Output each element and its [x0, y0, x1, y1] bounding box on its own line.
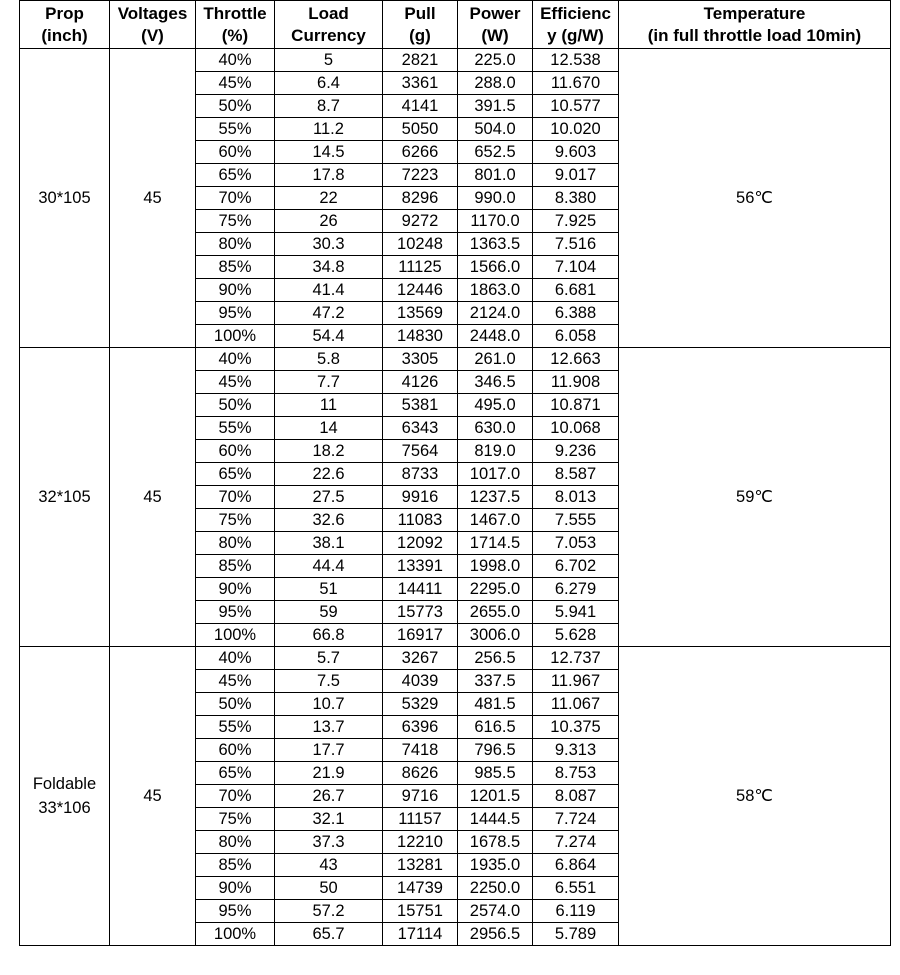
power-cell: 1170.0: [458, 210, 533, 233]
efficiency-cell: 9.313: [533, 739, 619, 762]
efficiency-cell: 11.067: [533, 693, 619, 716]
efficiency-cell: 9.017: [533, 164, 619, 187]
efficiency-cell: 11.908: [533, 371, 619, 394]
load-current-cell: 6.4: [275, 72, 383, 95]
load-current-cell: 43: [275, 854, 383, 877]
pull-cell: 14739: [383, 877, 458, 900]
throttle-cell: 75%: [196, 509, 275, 532]
pull-cell: 7418: [383, 739, 458, 762]
throttle-cell: 90%: [196, 877, 275, 900]
prop-size-cell: [20, 348, 110, 647]
efficiency-cell: 8.753: [533, 762, 619, 785]
load-current-cell: 17.7: [275, 739, 383, 762]
load-current-cell: 13.7: [275, 716, 383, 739]
header-line: Pull: [404, 3, 436, 23]
efficiency-cell: 9.236: [533, 440, 619, 463]
power-cell: 1363.5: [458, 233, 533, 256]
load-current-cell: 7.7: [275, 371, 383, 394]
efficiency-cell: 6.864: [533, 854, 619, 877]
pull-cell: 12092: [383, 532, 458, 555]
throttle-cell: 55%: [196, 716, 275, 739]
throttle-cell: 90%: [196, 578, 275, 601]
voltage-cell: 45: [110, 348, 196, 647]
table-body: [20, 49, 891, 946]
throttle-cell: 45%: [196, 371, 275, 394]
throttle-cell: 75%: [196, 808, 275, 831]
header-line: Currency: [291, 25, 366, 45]
throttle-cell: 40%: [196, 348, 275, 371]
efficiency-cell: 9.603: [533, 141, 619, 164]
header-line: Voltages: [117, 3, 188, 23]
efficiency-cell: 6.681: [533, 279, 619, 302]
header-line: y (g/W): [547, 25, 604, 45]
header-line: Load: [308, 3, 349, 23]
header-prop: [20, 1, 110, 49]
header-line: Prop: [45, 3, 84, 23]
header-line: Efficienc: [540, 3, 611, 23]
power-cell: 346.5: [458, 371, 533, 394]
prop-size-cell: [20, 647, 110, 946]
throttle-cell: 70%: [196, 785, 275, 808]
power-cell: 801.0: [458, 164, 533, 187]
pull-cell: 12210: [383, 831, 458, 854]
load-current-cell: 22.6: [275, 463, 383, 486]
efficiency-cell: 5.628: [533, 624, 619, 647]
power-cell: 2250.0: [458, 877, 533, 900]
header-line: (inch): [41, 25, 88, 45]
load-current-cell: 50: [275, 877, 383, 900]
throttle-cell: 95%: [196, 302, 275, 325]
pull-cell: 5329: [383, 693, 458, 716]
temperature-cell: 58℃: [619, 647, 891, 946]
pull-cell: 5381: [383, 394, 458, 417]
power-cell: 225.0: [458, 49, 533, 72]
power-cell: 1714.5: [458, 532, 533, 555]
header-throttle: [196, 1, 275, 49]
load-current-cell: 44.4: [275, 555, 383, 578]
throttle-cell: 100%: [196, 624, 275, 647]
pull-cell: 3267: [383, 647, 458, 670]
header-line: (W): [481, 25, 509, 45]
throttle-cell: 85%: [196, 854, 275, 877]
power-cell: 2124.0: [458, 302, 533, 325]
header-line: (V): [141, 25, 164, 45]
load-current-cell: 5.8: [275, 348, 383, 371]
throttle-cell: 85%: [196, 555, 275, 578]
efficiency-cell: 11.670: [533, 72, 619, 95]
power-cell: 985.5: [458, 762, 533, 785]
motor-test-table: [19, 0, 891, 946]
pull-cell: 13281: [383, 854, 458, 877]
power-cell: 630.0: [458, 417, 533, 440]
pull-cell: 3361: [383, 72, 458, 95]
efficiency-cell: 5.941: [533, 601, 619, 624]
pull-cell: 4126: [383, 371, 458, 394]
header-pull: [383, 1, 458, 49]
efficiency-cell: 10.871: [533, 394, 619, 417]
prop-size-line: 30*105: [38, 189, 91, 207]
efficiency-cell: 6.702: [533, 555, 619, 578]
load-current-cell: 27.5: [275, 486, 383, 509]
header-load-current: [275, 1, 383, 49]
power-cell: 1998.0: [458, 555, 533, 578]
throttle-cell: 65%: [196, 164, 275, 187]
pull-cell: 11083: [383, 509, 458, 532]
header-line: (in full throttle load 10min): [647, 25, 862, 45]
pull-cell: 5050: [383, 118, 458, 141]
power-cell: 1566.0: [458, 256, 533, 279]
power-cell: 504.0: [458, 118, 533, 141]
power-cell: 1237.5: [458, 486, 533, 509]
pull-cell: 4039: [383, 670, 458, 693]
throttle-cell: 95%: [196, 900, 275, 923]
load-current-cell: 17.8: [275, 164, 383, 187]
pull-cell: 10248: [383, 233, 458, 256]
load-current-cell: 14: [275, 417, 383, 440]
pull-cell: 7564: [383, 440, 458, 463]
pull-cell: 3305: [383, 348, 458, 371]
pull-cell: 15751: [383, 900, 458, 923]
pull-cell: 13391: [383, 555, 458, 578]
load-current-cell: 5.7: [275, 647, 383, 670]
header-line: (g): [409, 25, 431, 45]
throttle-cell: 90%: [196, 279, 275, 302]
efficiency-cell: 7.555: [533, 509, 619, 532]
prop-size-line: 32*105: [38, 488, 91, 506]
throttle-cell: 80%: [196, 233, 275, 256]
pull-cell: 11157: [383, 808, 458, 831]
power-cell: 337.5: [458, 670, 533, 693]
pull-cell: 12446: [383, 279, 458, 302]
pull-cell: 15773: [383, 601, 458, 624]
efficiency-cell: 7.724: [533, 808, 619, 831]
pull-cell: 8626: [383, 762, 458, 785]
power-cell: 256.5: [458, 647, 533, 670]
efficiency-cell: 12.737: [533, 647, 619, 670]
load-current-cell: 32.1: [275, 808, 383, 831]
pull-cell: 6343: [383, 417, 458, 440]
load-current-cell: 37.3: [275, 831, 383, 854]
efficiency-cell: 10.020: [533, 118, 619, 141]
efficiency-cell: 7.274: [533, 831, 619, 854]
power-cell: 990.0: [458, 187, 533, 210]
spec-sheet: [19, 0, 890, 958]
efficiency-cell: 6.058: [533, 325, 619, 348]
load-current-cell: 18.2: [275, 440, 383, 463]
header-efficiency: [533, 1, 619, 49]
efficiency-cell: 5.789: [533, 923, 619, 946]
header-line: Throttle: [203, 3, 267, 23]
power-cell: 796.5: [458, 739, 533, 762]
throttle-cell: 80%: [196, 532, 275, 555]
power-cell: 1863.0: [458, 279, 533, 302]
efficiency-cell: 12.538: [533, 49, 619, 72]
power-cell: 1201.5: [458, 785, 533, 808]
power-cell: 3006.0: [458, 624, 533, 647]
throttle-cell: 85%: [196, 256, 275, 279]
pull-cell: 14411: [383, 578, 458, 601]
efficiency-cell: 11.967: [533, 670, 619, 693]
load-current-cell: 30.3: [275, 233, 383, 256]
power-cell: 2448.0: [458, 325, 533, 348]
pull-cell: 16917: [383, 624, 458, 647]
load-current-cell: 11: [275, 394, 383, 417]
power-cell: 288.0: [458, 72, 533, 95]
load-current-cell: 5: [275, 49, 383, 72]
throttle-cell: 75%: [196, 210, 275, 233]
power-cell: 2295.0: [458, 578, 533, 601]
load-current-cell: 8.7: [275, 95, 383, 118]
efficiency-cell: 8.587: [533, 463, 619, 486]
efficiency-cell: 8.013: [533, 486, 619, 509]
pull-cell: 6266: [383, 141, 458, 164]
pull-cell: 17114: [383, 923, 458, 946]
header-line: Temperature: [703, 3, 806, 23]
efficiency-cell: 10.577: [533, 95, 619, 118]
power-cell: 652.5: [458, 141, 533, 164]
efficiency-cell: 7.925: [533, 210, 619, 233]
load-current-cell: 38.1: [275, 532, 383, 555]
load-current-cell: 11.2: [275, 118, 383, 141]
throttle-cell: 65%: [196, 463, 275, 486]
throttle-cell: 100%: [196, 325, 275, 348]
throttle-cell: 65%: [196, 762, 275, 785]
load-current-cell: 26.7: [275, 785, 383, 808]
throttle-cell: 45%: [196, 670, 275, 693]
pull-cell: 4141: [383, 95, 458, 118]
efficiency-cell: 10.375: [533, 716, 619, 739]
power-cell: 2956.5: [458, 923, 533, 946]
efficiency-cell: 8.087: [533, 785, 619, 808]
pull-cell: 14830: [383, 325, 458, 348]
prop-size-cell: [20, 49, 110, 348]
efficiency-cell: 12.663: [533, 348, 619, 371]
throttle-cell: 95%: [196, 601, 275, 624]
header-line: (%): [221, 25, 249, 45]
throttle-cell: 80%: [196, 831, 275, 854]
pull-cell: 9272: [383, 210, 458, 233]
throttle-cell: 40%: [196, 49, 275, 72]
throttle-cell: 50%: [196, 394, 275, 417]
table-row: [20, 49, 891, 72]
table-row: [20, 348, 891, 371]
efficiency-cell: 7.053: [533, 532, 619, 555]
load-current-cell: 47.2: [275, 302, 383, 325]
load-current-cell: 14.5: [275, 141, 383, 164]
efficiency-cell: 10.068: [533, 417, 619, 440]
power-cell: 261.0: [458, 348, 533, 371]
throttle-cell: 50%: [196, 693, 275, 716]
pull-cell: 8296: [383, 187, 458, 210]
table-header: [20, 1, 891, 49]
power-cell: 2574.0: [458, 900, 533, 923]
load-current-cell: 66.8: [275, 624, 383, 647]
voltage-cell: 45: [110, 647, 196, 946]
load-current-cell: 7.5: [275, 670, 383, 693]
throttle-cell: 55%: [196, 417, 275, 440]
throttle-cell: 55%: [196, 118, 275, 141]
throttle-cell: 60%: [196, 739, 275, 762]
voltage-cell: 45: [110, 49, 196, 348]
throttle-cell: 45%: [196, 72, 275, 95]
header-power: [458, 1, 533, 49]
power-cell: 1678.5: [458, 831, 533, 854]
pull-cell: 9716: [383, 785, 458, 808]
power-cell: 1935.0: [458, 854, 533, 877]
power-cell: 616.5: [458, 716, 533, 739]
load-current-cell: 54.4: [275, 325, 383, 348]
pull-cell: 9916: [383, 486, 458, 509]
efficiency-cell: 6.279: [533, 578, 619, 601]
throttle-cell: 60%: [196, 141, 275, 164]
table-row: [20, 647, 891, 670]
power-cell: 1444.5: [458, 808, 533, 831]
throttle-cell: 70%: [196, 486, 275, 509]
load-current-cell: 32.6: [275, 509, 383, 532]
header-voltage: [110, 1, 196, 49]
load-current-cell: 65.7: [275, 923, 383, 946]
pull-cell: 11125: [383, 256, 458, 279]
load-current-cell: 41.4: [275, 279, 383, 302]
throttle-cell: 60%: [196, 440, 275, 463]
efficiency-cell: 6.388: [533, 302, 619, 325]
temperature-cell: 59℃: [619, 348, 891, 647]
prop-size-line: 33*106: [38, 799, 91, 817]
power-cell: 391.5: [458, 95, 533, 118]
load-current-cell: 59: [275, 601, 383, 624]
load-current-cell: 26: [275, 210, 383, 233]
temperature-cell: 56℃: [619, 49, 891, 348]
pull-cell: 2821: [383, 49, 458, 72]
efficiency-cell: 6.551: [533, 877, 619, 900]
header-row: [20, 1, 891, 49]
throttle-cell: 70%: [196, 187, 275, 210]
pull-cell: 13569: [383, 302, 458, 325]
efficiency-cell: 8.380: [533, 187, 619, 210]
efficiency-cell: 7.104: [533, 256, 619, 279]
header-line: Power: [469, 3, 521, 23]
load-current-cell: 21.9: [275, 762, 383, 785]
throttle-cell: 100%: [196, 923, 275, 946]
throttle-cell: 40%: [196, 647, 275, 670]
throttle-cell: 50%: [196, 95, 275, 118]
power-cell: 819.0: [458, 440, 533, 463]
power-cell: 2655.0: [458, 601, 533, 624]
load-current-cell: 22: [275, 187, 383, 210]
pull-cell: 7223: [383, 164, 458, 187]
efficiency-cell: 6.119: [533, 900, 619, 923]
power-cell: 495.0: [458, 394, 533, 417]
load-current-cell: 57.2: [275, 900, 383, 923]
prop-size-line: Foldable: [32, 775, 97, 793]
power-cell: 481.5: [458, 693, 533, 716]
efficiency-cell: 7.516: [533, 233, 619, 256]
header-temperature: [619, 1, 891, 49]
load-current-cell: 51: [275, 578, 383, 601]
load-current-cell: 34.8: [275, 256, 383, 279]
pull-cell: 8733: [383, 463, 458, 486]
power-cell: 1467.0: [458, 509, 533, 532]
load-current-cell: 10.7: [275, 693, 383, 716]
pull-cell: 6396: [383, 716, 458, 739]
power-cell: 1017.0: [458, 463, 533, 486]
